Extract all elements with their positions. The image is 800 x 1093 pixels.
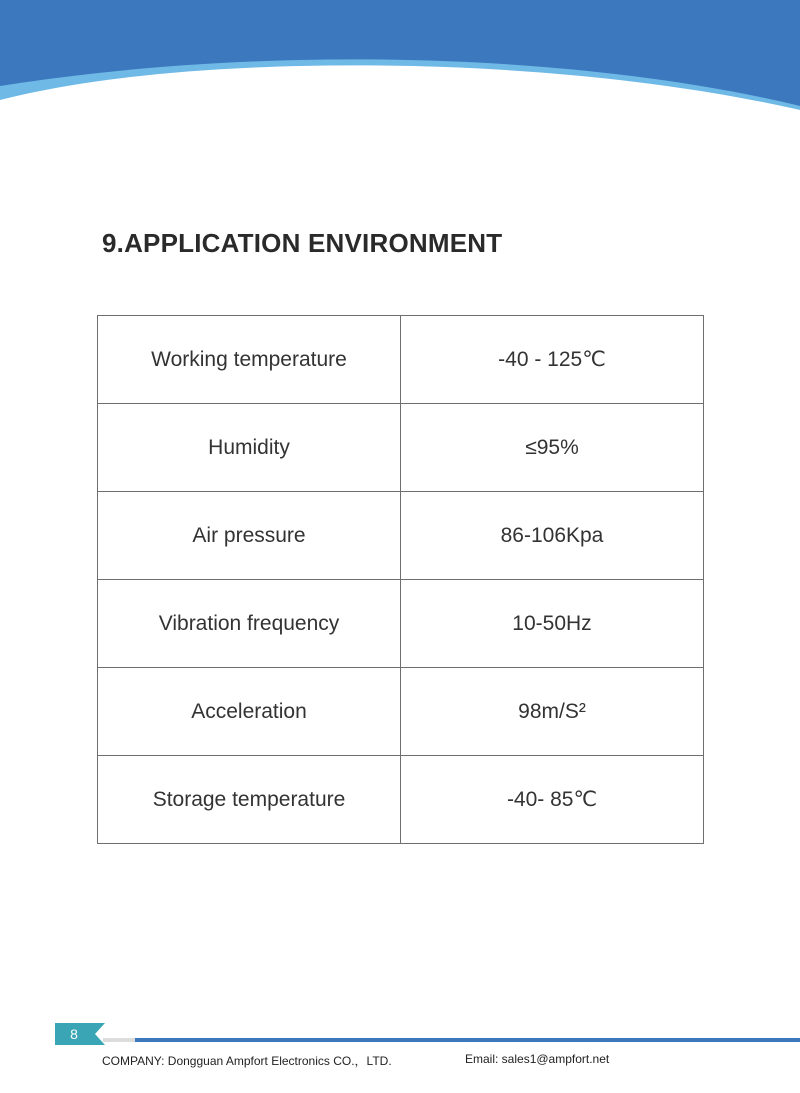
footer-divider-blue [135,1038,800,1042]
spec-label: Acceleration [98,668,401,756]
spec-value: -40- 85℃ [401,756,704,844]
table-row [98,580,704,668]
footer-company: COMPANY: Dongguan Ampfort Electronics CO.，LTD. [102,1054,392,1068]
table-row [98,492,704,580]
spec-value: 10-50Hz [401,580,704,668]
spec-value: 98m/S² [401,668,704,756]
table-row [98,756,704,844]
page-number: 8 [70,1026,78,1042]
table-row [98,668,704,756]
table-row [98,404,704,492]
spec-label: Air pressure [98,492,401,580]
footer-email: Email: sales1@ampfort.net [465,1052,610,1066]
header-wave-banner [0,0,800,120]
spec-label: Storage temperature [98,756,401,844]
application-environment-table [97,315,704,844]
spec-value: ≤95% [401,404,704,492]
section-title: 9.APPLICATION ENVIRONMENT [102,228,503,258]
footer-divider-gray [103,1038,135,1042]
spec-value: -40 - 125℃ [401,316,704,404]
spec-label: Humidity [98,404,401,492]
table-row [98,316,704,404]
spec-label: Vibration frequency [98,580,401,668]
spec-label: Working temperature [98,316,401,404]
spec-value: 86-106Kpa [401,492,704,580]
